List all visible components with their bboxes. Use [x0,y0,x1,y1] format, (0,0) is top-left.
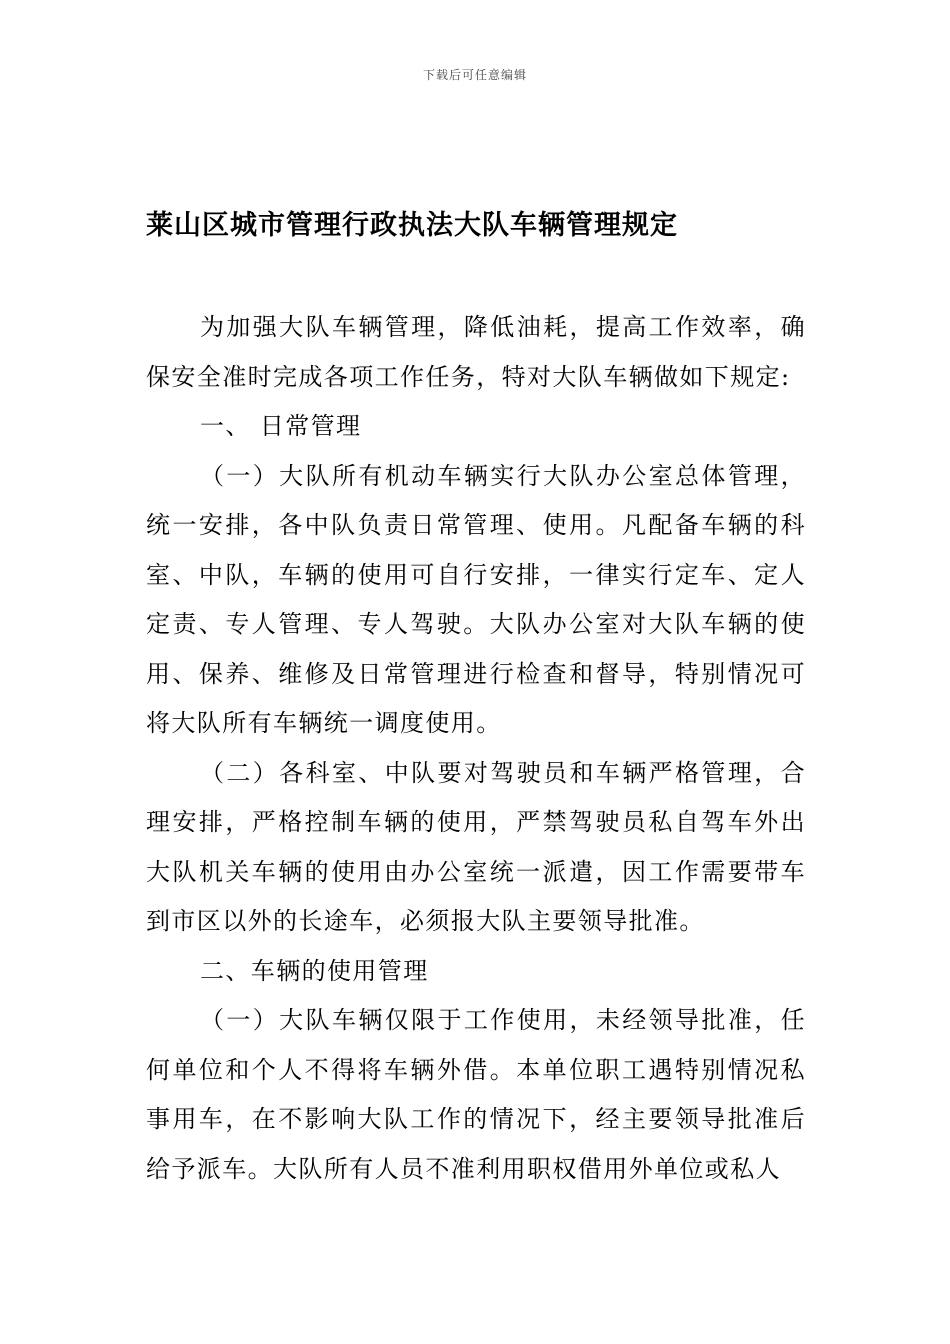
paragraph-2-1: （一）大队车辆仅限于工作使用，未经领导批准，任何单位和个人不得将车辆外借。本单位职工遇特别情况私事用车，在不影响大队工作的情况下，经主要领导批准后给予派车。大队所有人员不准利用职权借用外单位或私人 [146,1006,806,1183]
document-body [146,303,806,1194]
section-heading-vehicle-use: 二、车辆的使用管理 [200,956,429,985]
document-title: 莱山区城市管理行政执法大队车辆管理规定 [146,210,678,241]
paragraph-1-1: （一）大队所有机动车辆实行大队办公室总体管理，统一安排，各中队负责日常管理、使用。凡配备车辆的科室、中队，车辆的使用可自行安排，一律实行定车、定人定责、专人管理、专人驾驶。大队办公室对大队车辆的使用、保养、维修及日常管理进行检查和督导，特别情况可将大队所有车辆统一调度使用。 [146,461,806,737]
intro-paragraph: 为加强大队车辆管理，降低油耗，提高工作效率，确保安全准时完成各项工作任务，特对大队车辆做如下规定: [146,313,806,391]
paragraph-1-2: （二）各科室、中队要对驾驶员和车辆严格管理，合理安排，严格控制车辆的使用，严禁驾驶员私自驾车外出大队机关车辆的使用由办公室统一派遣，因工作需要带车到市区以外的长途车，必须报大队主要领导批准。 [146,758,806,935]
section-heading-daily-management: 一、 日常管理 [200,412,362,440]
download-note: 下载后可任意编辑 [422,68,527,82]
